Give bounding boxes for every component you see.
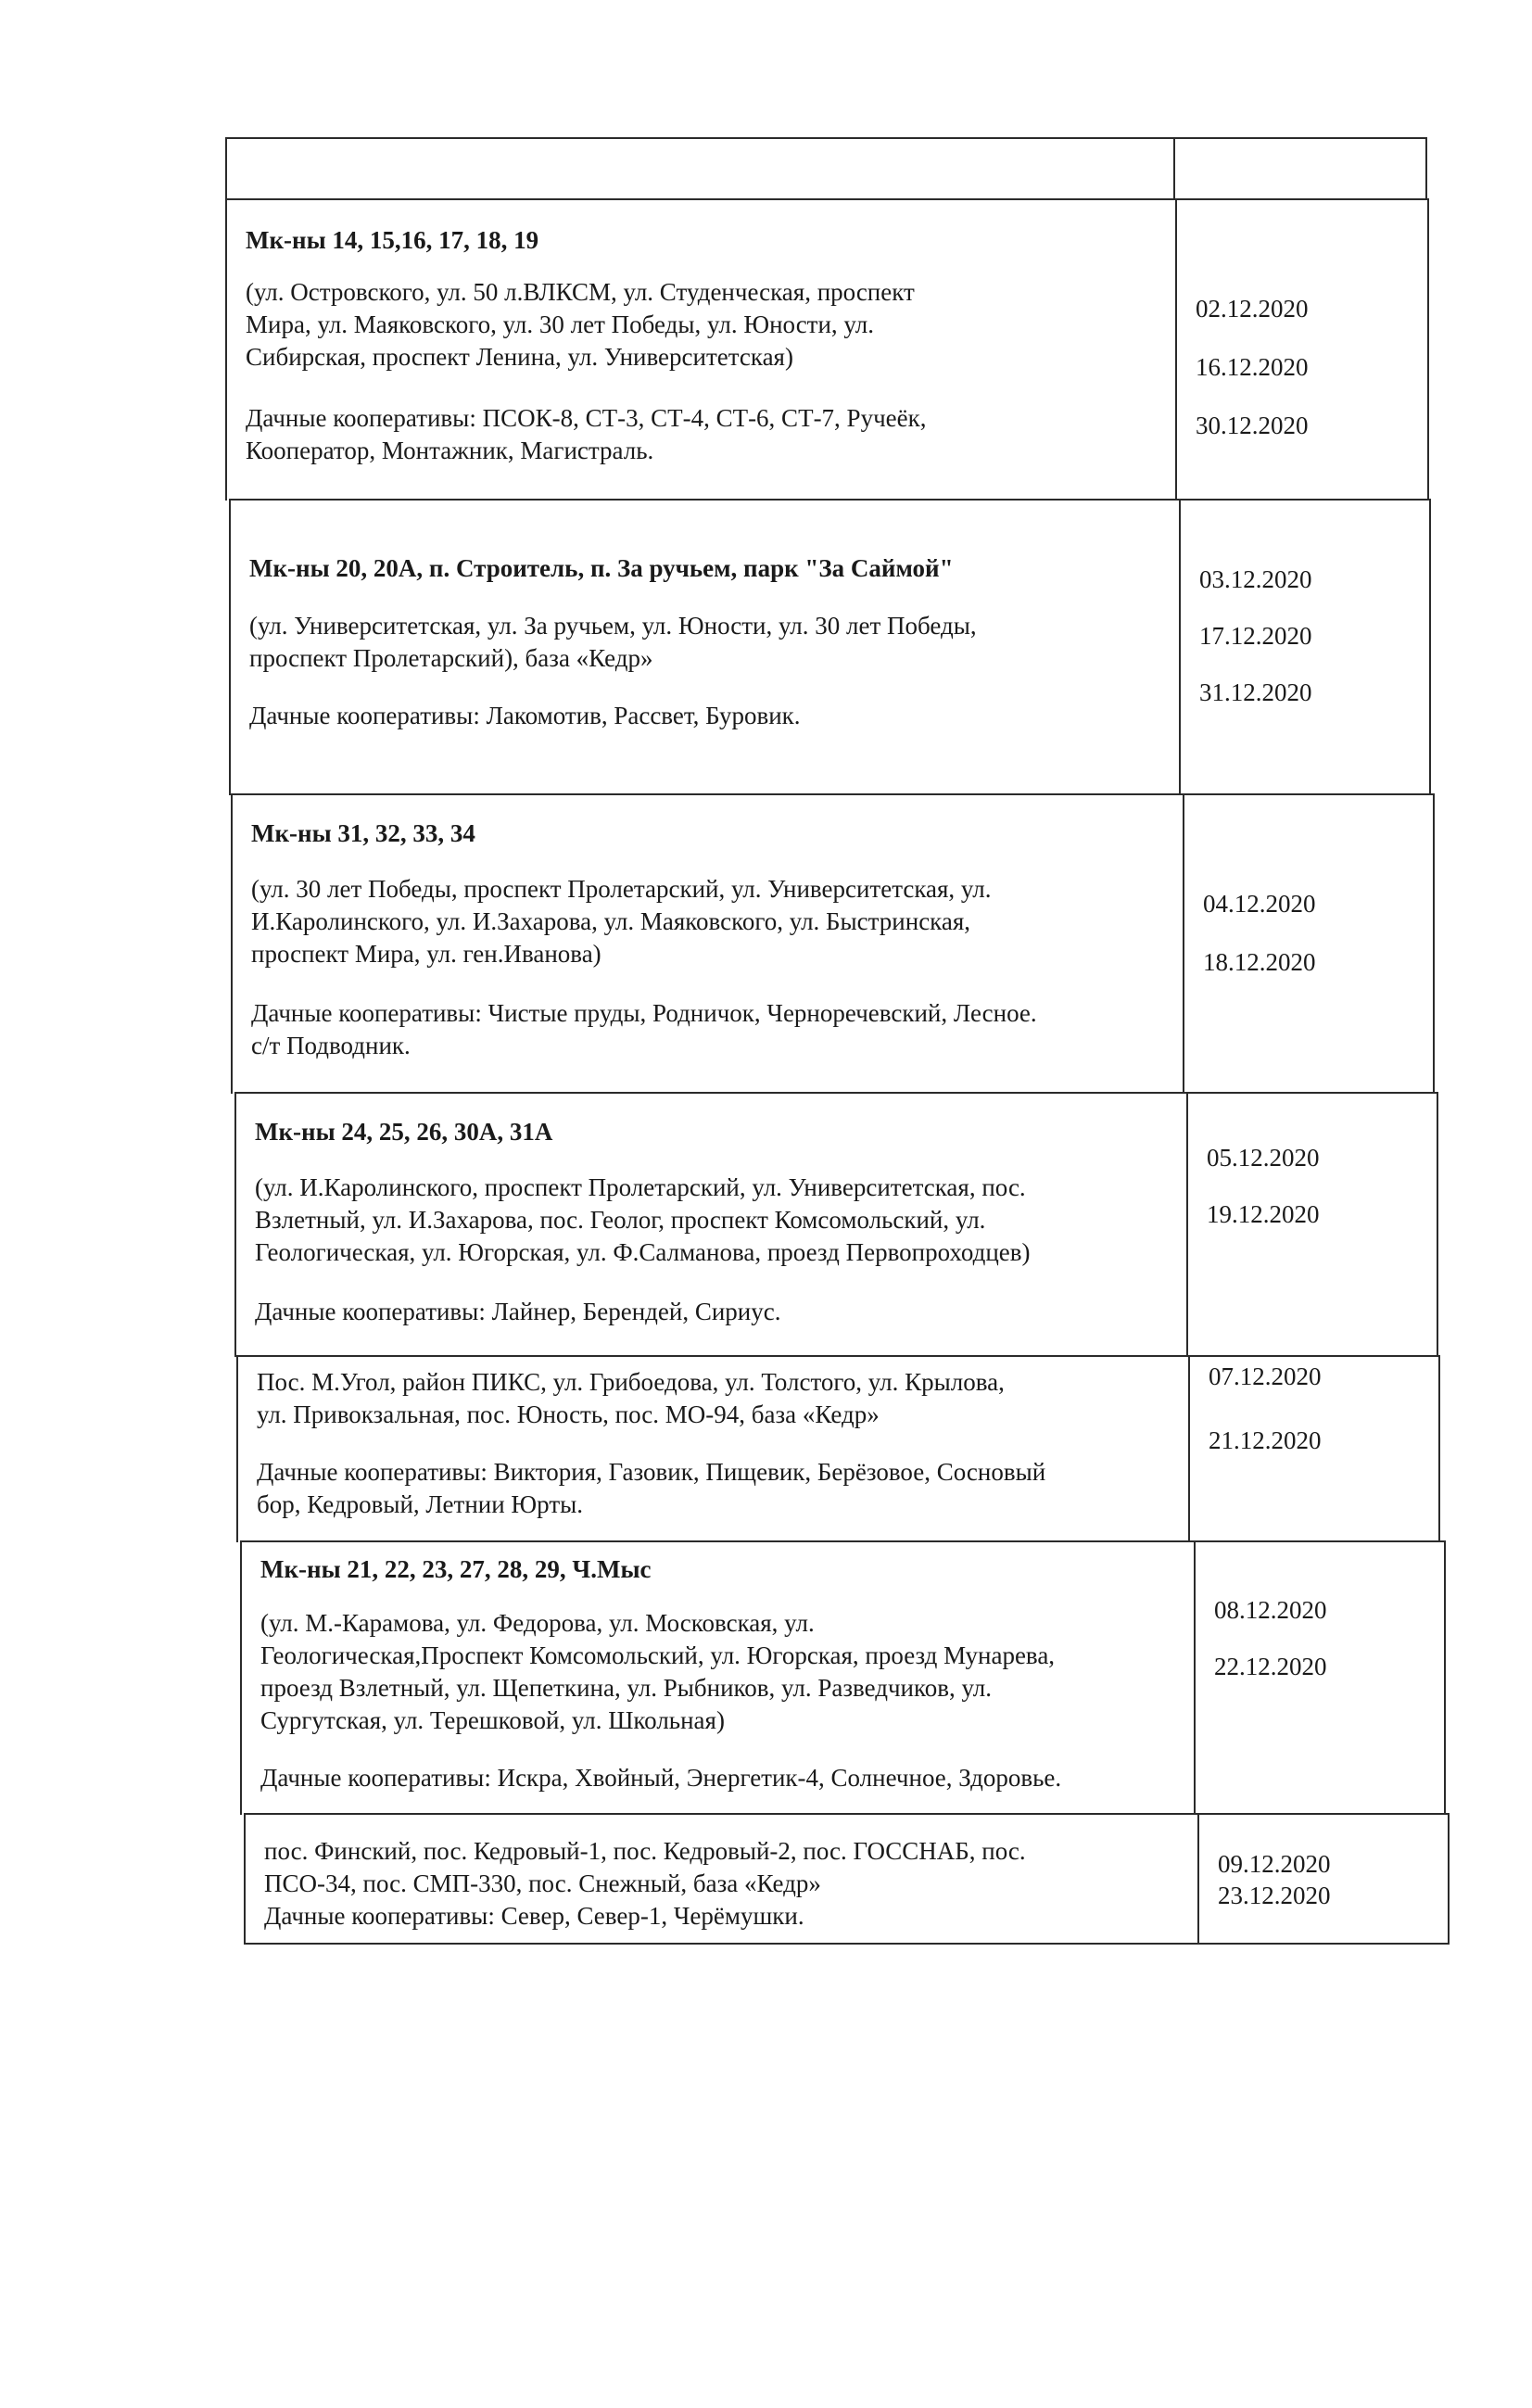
collection-date: 22.12.2020 xyxy=(1214,1653,1327,1680)
schedule-row-7 xyxy=(244,1813,1450,1945)
dachas-line: Дачные кооперативы: Виктория, Газовик, Пищевик, Берёзовое, Сосновый xyxy=(257,1458,1046,1486)
collection-date: 05.12.2020 xyxy=(1207,1144,1320,1172)
area-cell xyxy=(240,1540,1196,1815)
collection-date: 03.12.2020 xyxy=(1199,565,1312,593)
dates-cell xyxy=(1184,793,1435,1094)
area-heading: Мк-ны 24, 25, 26, 30А, 31А xyxy=(255,1118,553,1146)
dachas-line: Дачные кооперативы: ПСОК-8, СТ-3, СТ-4, СТ-6, СТ-7, Ручеёк, xyxy=(246,404,927,432)
dachas-line: Дачные кооперативы: Лайнер, Берендей, Сириус. xyxy=(255,1298,781,1325)
streets-line: Пос. М.Угол, район ПИКС, ул. Грибоедова, ул. Толстого, ул. Крылова, xyxy=(257,1368,1005,1396)
collection-date: 02.12.2020 xyxy=(1196,295,1309,323)
dachas-line: Дачные кооперативы: Лакомотив, Рассвет, Буровик. xyxy=(249,702,801,729)
collection-date: 17.12.2020 xyxy=(1199,622,1312,650)
dachas-line: Дачные кооперативы: Чистые пруды, Родничок, Черноречевский, Лесное. xyxy=(251,999,1037,1027)
streets-line: Геологическая, ул. Югорская, ул. Ф.Салманова, проезд Первопроходцев) xyxy=(255,1238,1031,1266)
schedule-row-4 xyxy=(234,1092,1438,1357)
collection-date: 09.12.2020 xyxy=(1218,1850,1331,1878)
schedule-row-1 xyxy=(225,198,1429,501)
dates-cell xyxy=(1190,1355,1440,1542)
area-heading: Мк-ны 21, 22, 23, 27, 28, 29, Ч.Мыс xyxy=(260,1555,652,1583)
dachas-line: Кооператор, Монтажник, Магистраль. xyxy=(246,437,654,464)
header-cell-area xyxy=(225,137,1175,200)
dachas-line: с/т Подводник. xyxy=(251,1032,411,1059)
schedule-row-3 xyxy=(231,793,1435,1094)
area-cell xyxy=(229,499,1181,795)
streets-line: Сургутская, ул. Терешковой, ул. Школьная) xyxy=(260,1706,725,1734)
streets-line: проезд Взлетный, ул. Щепеткина, ул. Рыбников, ул. Разведчиков, ул. xyxy=(260,1674,993,1702)
streets-line: Геологическая,Проспект Комсомольский, ул. Югорская, проезд Мунарева, xyxy=(260,1641,1056,1669)
collection-date: 23.12.2020 xyxy=(1218,1882,1331,1909)
header-cell-dates xyxy=(1175,137,1427,200)
collection-date: 30.12.2020 xyxy=(1196,412,1309,439)
dates-cell xyxy=(1188,1092,1438,1357)
collection-date: 21.12.2020 xyxy=(1209,1426,1322,1454)
collection-date: 08.12.2020 xyxy=(1214,1596,1327,1624)
dachas-line: Дачные кооперативы: Искра, Хвойный, Энергетик-4, Солнечное, Здоровье. xyxy=(260,1764,1062,1792)
collection-date: 31.12.2020 xyxy=(1199,678,1312,706)
collection-date: 07.12.2020 xyxy=(1209,1362,1322,1390)
streets-line: (ул. Островского, ул. 50 л.ВЛКСМ, ул. Студенческая, проспект xyxy=(246,278,915,306)
table-header-row xyxy=(225,137,1427,200)
collection-date: 04.12.2020 xyxy=(1203,890,1316,918)
streets-line: проспект Мира, ул. ген.Иванова) xyxy=(251,940,601,968)
streets-line: И.Каролинского, ул. И.Захарова, ул. Маяковского, ул. Быстринская, xyxy=(251,907,971,935)
dates-cell xyxy=(1199,1813,1450,1945)
streets-line: ул. Привокзальная, пос. Юность, пос. МО-94, база «Кедр» xyxy=(257,1400,880,1428)
area-cell xyxy=(236,1355,1190,1542)
schedule-row-5 xyxy=(236,1355,1440,1542)
collection-date: 18.12.2020 xyxy=(1203,948,1316,976)
area-cell xyxy=(244,1813,1199,1945)
streets-line: (ул. И.Каролинского, проспект Пролетарский, ул. Университетская, пос. xyxy=(255,1173,1026,1201)
schedule-row-2 xyxy=(229,499,1431,795)
streets-line: Взлетный, ул. И.Захарова, пос. Геолог, проспект Комсомольский, ул. xyxy=(255,1206,986,1234)
streets-line: (ул. М.-Карамова, ул. Федорова, ул. Московская, ул. xyxy=(260,1609,815,1637)
dates-cell xyxy=(1196,1540,1446,1815)
schedule-row-6 xyxy=(240,1540,1446,1815)
streets-line: (ул. Университетская, ул. За ручьем, ул. Юности, ул. 30 лет Победы, xyxy=(249,612,977,640)
area-cell xyxy=(234,1092,1188,1357)
streets-line: Сибирская, проспект Ленина, ул. Университетская) xyxy=(246,343,793,371)
streets-line: пос. Финский, пос. Кедровый-1, пос. Кедровый-2, пос. ГОССНАБ, пос. xyxy=(264,1837,1026,1865)
streets-line: проспект Пролетарский), база «Кедр» xyxy=(249,644,653,672)
area-heading: Мк-ны 20, 20А, п. Строитель, п. За ручьем, парк "За Саймой" xyxy=(249,554,954,582)
streets-line: (ул. 30 лет Победы, проспект Пролетарский, ул. Университетская, ул. xyxy=(251,875,992,903)
dates-cell xyxy=(1177,198,1429,501)
dachas-line: Дачные кооперативы: Север, Север-1, Черёмушки. xyxy=(264,1902,804,1930)
collection-date: 19.12.2020 xyxy=(1207,1200,1320,1228)
area-heading: Мк-ны 31, 32, 33, 34 xyxy=(251,819,475,847)
area-cell xyxy=(225,198,1177,501)
streets-line: ПСО-34, пос. СМП-330, пос. Снежный, база «Кедр» xyxy=(264,1869,821,1897)
area-cell xyxy=(231,793,1184,1094)
streets-line: Мира, ул. Маяковского, ул. 30 лет Победы, ул. Юности, ул. xyxy=(246,311,874,338)
dachas-line: бор, Кедровый, Летнии Юрты. xyxy=(257,1490,584,1518)
area-heading: Мк-ны 14, 15,16, 17, 18, 19 xyxy=(246,226,539,254)
dates-cell xyxy=(1181,499,1431,795)
collection-date: 16.12.2020 xyxy=(1196,353,1309,381)
